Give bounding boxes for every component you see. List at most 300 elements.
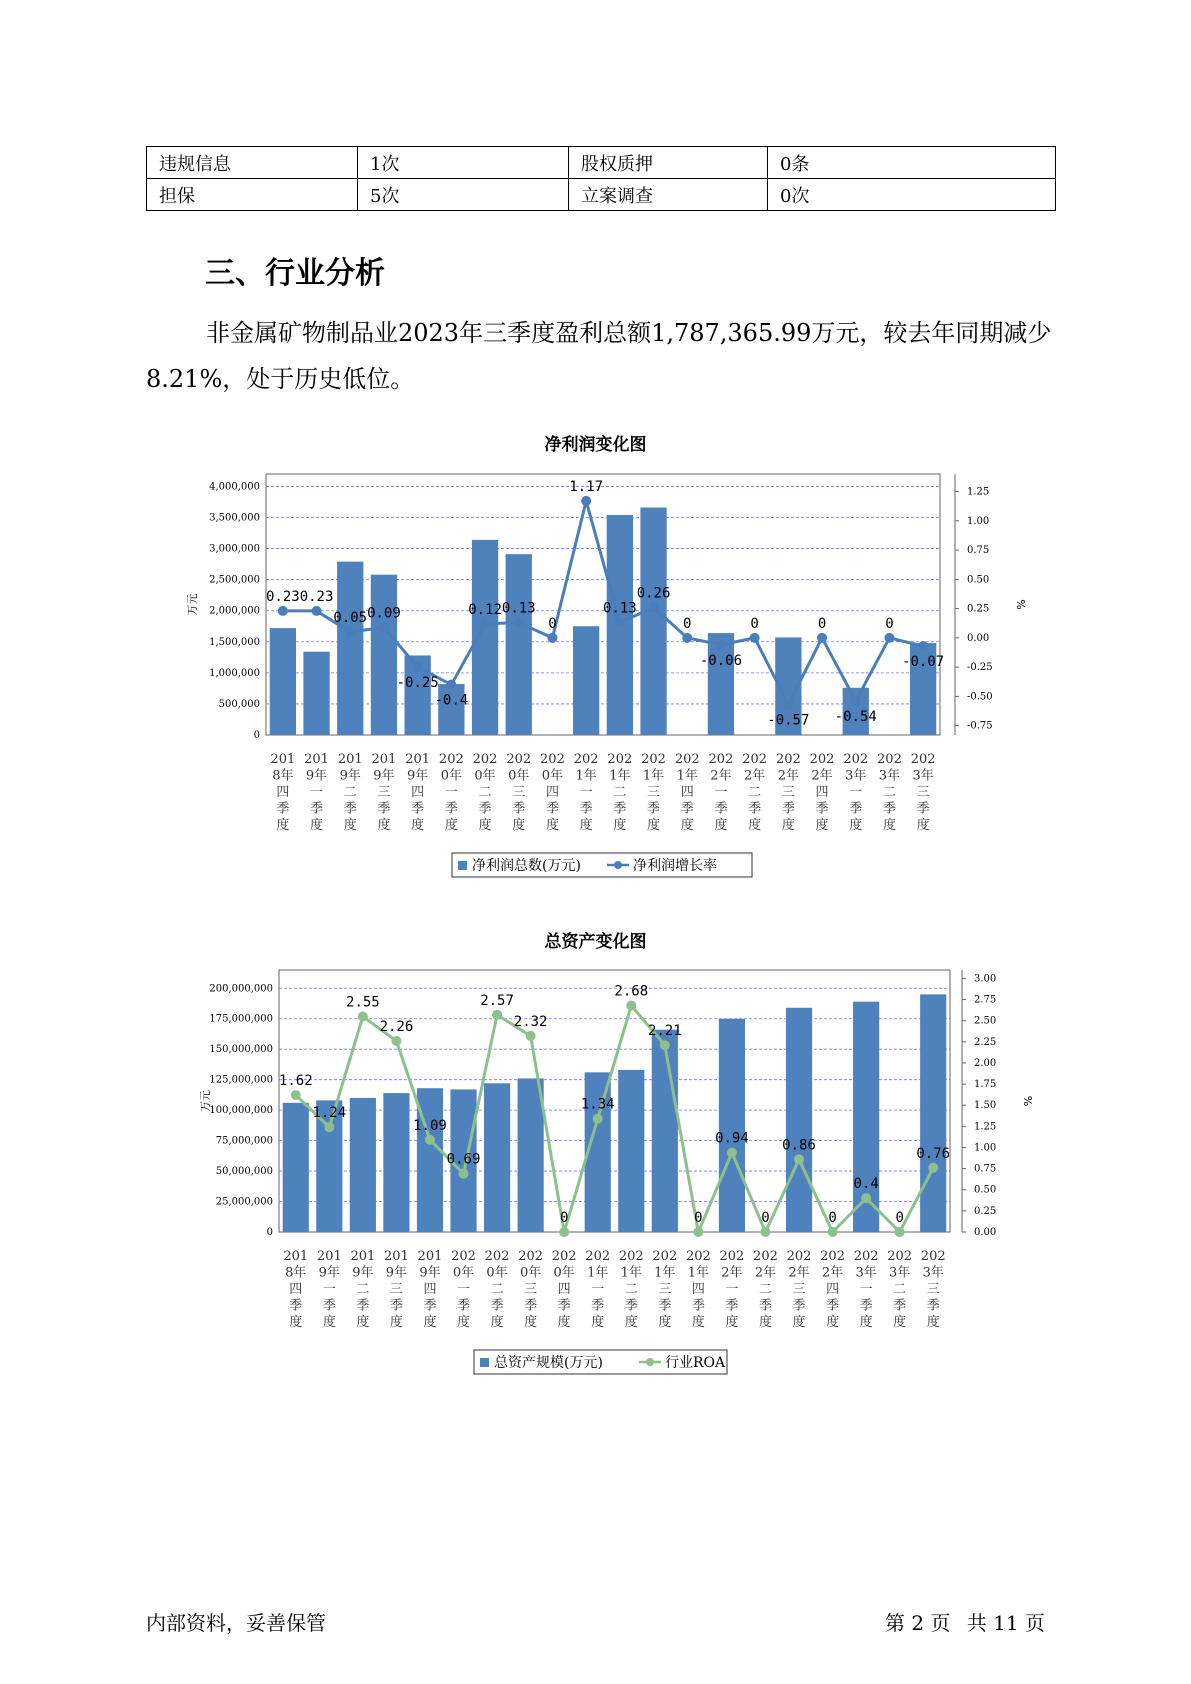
line-point [783, 700, 793, 710]
table-row [147, 147, 1056, 179]
x-tick-label: 201 [337, 752, 363, 767]
x-tick-label: 3年 [878, 768, 901, 784]
x-tick-label: 一 [849, 785, 863, 800]
line-point [649, 602, 659, 612]
footer-confidential: 内部资料，妥善保管 [146, 1611, 326, 1635]
x-tick-label: 0年 [474, 768, 496, 784]
x-tick-label: 度 [411, 818, 425, 833]
x-tick-label: 季 [893, 1298, 907, 1314]
x-tick-label: 季 [647, 801, 661, 817]
line-point [895, 1227, 905, 1237]
x-tick-label: 三 [512, 785, 526, 800]
x-tick-label: 202 [607, 752, 633, 767]
data-label: 0.12 [468, 601, 502, 618]
x-tick-label: 201 [316, 1249, 342, 1264]
x-tick-label: 202 [910, 752, 936, 767]
x-tick-label: 1年 [642, 768, 665, 784]
x-tick-label: 201 [417, 1249, 443, 1264]
x-tick-label: 度 [781, 818, 795, 833]
x-tick-label: 202 [573, 752, 599, 767]
data-label: 1.24 [312, 1105, 347, 1122]
x-tick-label: 季 [658, 1298, 672, 1314]
line-point [312, 606, 322, 616]
x-tick-label: 202 [853, 1249, 879, 1264]
bar [337, 562, 363, 735]
x-tick-label: 二 [893, 1282, 907, 1297]
x-tick-label: 季 [524, 1298, 538, 1314]
y2-tick-label: 1.00 [967, 515, 990, 527]
x-tick-label: 1年 [587, 1265, 609, 1281]
bar [640, 508, 666, 735]
bar [383, 1093, 409, 1232]
x-tick-label: 2年 [754, 1265, 777, 1281]
x-tick-label: 季 [691, 1298, 705, 1314]
table-cell: 5次 [358, 179, 569, 211]
line-point [379, 622, 389, 632]
line-point [727, 1148, 737, 1158]
x-tick-label: 202 [484, 1249, 510, 1264]
x-tick-label: 度 [725, 1315, 739, 1330]
x-tick-label: 季 [613, 801, 627, 817]
x-tick-label: 二 [882, 785, 896, 800]
y2-tick-label: 2.75 [974, 994, 997, 1006]
table-cell: 0次 [768, 179, 1056, 211]
x-tick-label: 202 [506, 752, 532, 767]
x-tick-label: 三 [926, 1282, 940, 1297]
table-cell: 立案调查 [569, 179, 768, 211]
y2-tick-label: 0.75 [974, 1163, 997, 1175]
y-tick-label: 0 [266, 1227, 273, 1238]
data-label: 2.68 [614, 983, 649, 1000]
data-label: 0.4 [853, 1176, 879, 1193]
table-row [147, 179, 1056, 211]
x-tick-label: 202 [438, 752, 464, 767]
data-label: 1.09 [413, 1117, 447, 1134]
x-tick-label: 季 [624, 1298, 638, 1314]
x-tick-label: 9年 [385, 1265, 408, 1281]
x-tick-label: 季 [781, 801, 795, 817]
net-profit-chart [0, 460, 1191, 880]
y-tick-label: 75,000,000 [215, 1135, 273, 1147]
x-tick-label: 度 [893, 1315, 907, 1330]
table-cell: 担保 [147, 179, 358, 211]
data-label: 2.57 [480, 992, 514, 1009]
x-tick-label: 二 [624, 1282, 638, 1297]
x-tick-label: 1年 [620, 1265, 642, 1281]
x-tick-label: 三 [658, 1282, 672, 1297]
data-label: 0 [828, 1210, 837, 1226]
data-label: 0.23 [265, 588, 300, 605]
legend-label: 净利润总数(万元) [472, 858, 581, 874]
x-tick-label: 度 [423, 1315, 437, 1330]
x-tick-label: 0年 [553, 1265, 575, 1281]
x-tick-label: 202 [652, 1249, 678, 1264]
x-tick-label: 202 [887, 1249, 913, 1264]
x-tick-label: 3年 [922, 1265, 944, 1281]
legend-label: 总资产规模(万元) [494, 1355, 603, 1371]
x-tick-label: 0年 [440, 768, 462, 784]
line-point [693, 1227, 703, 1237]
x-tick-label: 9年 [407, 768, 429, 784]
x-tick-label: 一 [591, 1282, 605, 1297]
y-tick-label: 25,000,000 [215, 1196, 273, 1208]
x-tick-label: 一 [322, 1282, 336, 1297]
x-tick-label: 四 [691, 1282, 705, 1297]
x-tick-label: 2年 [811, 768, 833, 784]
y-tick-label: 150,000,000 [209, 1044, 273, 1056]
line-point [413, 662, 423, 672]
line-point [324, 1122, 334, 1132]
x-tick-label: 一 [579, 785, 593, 800]
x-tick-label: 一 [310, 785, 324, 800]
x-tick-label: 度 [322, 1315, 336, 1330]
data-label: 0 [761, 1210, 770, 1226]
data-label: 0 [683, 615, 692, 632]
y2-tick-label: 0.00 [967, 632, 990, 644]
x-tick-label: 四 [545, 785, 559, 800]
x-tick-label: 9年 [318, 1265, 340, 1281]
x-tick-label: 9年 [339, 768, 361, 784]
x-tick-label: 季 [815, 801, 829, 817]
line-point [828, 1227, 838, 1237]
x-tick-label: 201 [350, 1249, 376, 1264]
x-tick-label: 0年 [486, 1265, 508, 1281]
data-label: 0 [750, 615, 759, 632]
y-tick-label: 500,000 [218, 698, 260, 710]
bar [652, 1030, 678, 1232]
bar [719, 1019, 745, 1232]
line-point [716, 640, 726, 650]
x-tick-label: 二 [758, 1282, 772, 1297]
bar [438, 684, 464, 735]
bar [484, 1083, 510, 1232]
x-tick-label: 四 [411, 785, 425, 800]
x-tick-label: 3年 [855, 1265, 877, 1281]
x-tick-label: 三 [524, 1282, 538, 1297]
x-tick-label: 度 [815, 818, 829, 833]
line-point [559, 1227, 569, 1237]
x-tick-label: 度 [748, 818, 762, 833]
legend-label: 行业ROA [665, 1355, 726, 1371]
data-label: 0.69 [446, 1151, 481, 1168]
line-point [794, 1154, 804, 1164]
x-tick-label: 一 [859, 1282, 873, 1297]
line-point [750, 633, 760, 643]
x-tick-label: 四 [680, 785, 694, 800]
x-tick-label: 季 [322, 1298, 336, 1314]
chart-title: 净利润变化图 [544, 435, 647, 455]
y-tick-label: 2,500,000 [209, 574, 260, 586]
y2-axis-label: % [1014, 599, 1027, 610]
x-tick-label: 季 [882, 801, 896, 817]
legend-swatch-bar [480, 1358, 489, 1367]
y-tick-label: 3,000,000 [209, 543, 260, 555]
y-tick-label: 125,000,000 [209, 1074, 273, 1086]
line-point [480, 619, 490, 629]
page-total: 共 11 页 [966, 1611, 1045, 1635]
data-label: 0 [559, 1210, 569, 1226]
bar [283, 1103, 309, 1232]
x-tick-label: 1年 [575, 768, 597, 784]
data-label: 0 [694, 1210, 703, 1226]
x-tick-label: 度 [624, 1315, 638, 1330]
x-tick-label: 四 [423, 1282, 437, 1297]
x-tick-label: 季 [579, 801, 593, 817]
x-tick-label: 度 [457, 1315, 471, 1330]
x-tick-label: 度 [916, 818, 930, 833]
x-tick-label: 1年 [654, 1265, 676, 1281]
x-tick-label: 二 [356, 1282, 370, 1297]
line-point [861, 1193, 871, 1203]
data-label: -0.06 [699, 652, 743, 669]
x-tick-label: 季 [423, 1298, 437, 1314]
line-point [526, 1031, 536, 1041]
data-label: 2.32 [513, 1013, 548, 1030]
y2-tick-label: 0.00 [974, 1227, 997, 1238]
x-tick-label: 202 [472, 752, 498, 767]
x-tick-label: 0年 [541, 768, 564, 784]
y-axis-label: 万元 [186, 593, 199, 616]
x-tick-label: 季 [512, 801, 526, 817]
data-label: 0.26 [636, 585, 671, 602]
x-tick-label: 二 [490, 1282, 504, 1297]
x-tick-label: 201 [304, 752, 329, 767]
line-point [760, 1227, 770, 1237]
bar [303, 652, 329, 735]
x-tick-label: 度 [859, 1315, 873, 1330]
y2-tick-label: 1.00 [974, 1142, 997, 1154]
line-point [615, 618, 625, 628]
x-tick-label: 季 [591, 1298, 605, 1314]
x-tick-label: 8年 [285, 1265, 307, 1281]
bar [618, 1070, 644, 1232]
legend-swatch-point [614, 861, 622, 869]
x-tick-label: 二 [748, 785, 762, 800]
y2-axis-label: % [1021, 1095, 1034, 1107]
x-tick-label: 度 [310, 818, 324, 833]
data-label: 0.09 [367, 605, 401, 622]
x-tick-label: 三 [781, 785, 795, 800]
x-tick-label: 季 [276, 801, 290, 817]
y2-tick-label: 0.25 [974, 1205, 997, 1217]
x-tick-label: 202 [843, 752, 869, 767]
x-tick-label: 季 [826, 1298, 840, 1314]
y2-tick-label: 0.75 [967, 545, 990, 557]
x-tick-label: 度 [557, 1315, 571, 1330]
x-tick-label: 度 [680, 818, 694, 833]
data-label: 2.21 [647, 1023, 682, 1040]
y2-tick-label: -0.50 [967, 691, 993, 703]
x-tick-label: 二 [613, 785, 627, 800]
x-tick-label: 季 [916, 801, 930, 817]
x-tick-label: 9年 [305, 768, 328, 784]
x-tick-label: 三 [389, 1282, 403, 1297]
x-tick-label: 度 [758, 1315, 772, 1330]
y-tick-label: 1,000,000 [209, 667, 260, 679]
bar [506, 554, 532, 735]
line-point [425, 1135, 435, 1145]
data-label: 0.86 [782, 1137, 816, 1154]
y2-tick-label: -0.25 [967, 662, 993, 674]
x-tick-label: 季 [748, 801, 762, 817]
x-tick-label: 9年 [352, 1265, 374, 1281]
bar [371, 575, 397, 735]
data-label: 0 [548, 615, 557, 632]
y2-tick-label: 1.25 [974, 1121, 997, 1133]
line-point [851, 696, 861, 706]
y2-tick-label: 1.50 [974, 1100, 997, 1112]
data-label: 0 [885, 615, 894, 632]
x-tick-label: 202 [920, 1249, 946, 1264]
x-tick-label: 一 [714, 785, 728, 800]
table-cell: 违规信息 [147, 147, 358, 179]
x-tick-label: 四 [276, 785, 290, 800]
x-tick-label: 2年 [710, 768, 732, 784]
y2-tick-label: 3.00 [974, 973, 997, 985]
x-tick-label: 度 [512, 818, 526, 833]
x-tick-label: 季 [356, 1298, 370, 1314]
x-tick-label: 3年 [845, 768, 867, 784]
y-tick-label: 175,000,000 [209, 1013, 273, 1025]
data-label: 0 [817, 615, 827, 632]
x-tick-label: 季 [926, 1298, 940, 1314]
x-tick-label: 三 [377, 785, 391, 800]
line-point [682, 633, 692, 643]
data-label: 0.13 [501, 600, 536, 617]
x-tick-label: 202 [641, 752, 666, 767]
x-tick-label: 9年 [419, 1265, 441, 1281]
x-tick-label: 二 [343, 785, 357, 800]
x-tick-label: 202 [451, 1249, 476, 1264]
x-tick-label: 度 [545, 818, 559, 833]
data-label: -0.54 [834, 709, 877, 726]
x-tick-label: 1年 [676, 768, 698, 784]
y-tick-label: 50,000,000 [215, 1166, 273, 1178]
x-tick-label: 二 [478, 785, 492, 800]
y-axis-label: 万元 [199, 1090, 212, 1112]
data-label: 2.55 [346, 994, 380, 1011]
line-point [626, 1000, 636, 1010]
x-tick-label: 度 [356, 1315, 370, 1330]
x-tick-label: 季 [490, 1298, 504, 1314]
x-tick-label: 202 [674, 752, 700, 767]
y2-tick-label: 1.25 [967, 486, 990, 498]
data-label: -0.4 [434, 692, 469, 709]
x-tick-label: 季 [725, 1298, 739, 1314]
x-tick-label: 四 [826, 1282, 840, 1297]
x-tick-label: 季 [478, 801, 492, 817]
x-tick-label: 201 [270, 752, 296, 767]
data-label: -0.25 [396, 675, 439, 692]
bar [350, 1098, 376, 1232]
table-cell: 0条 [768, 147, 1056, 179]
x-tick-label: 度 [444, 818, 458, 833]
y2-tick-label: 2.25 [974, 1036, 997, 1048]
section-heading: 三、行业分析 [205, 256, 385, 291]
x-tick-label: 度 [826, 1315, 840, 1330]
x-tick-label: 季 [545, 801, 559, 817]
bar [573, 626, 599, 735]
x-tick-label: 度 [714, 818, 728, 833]
table-cell: 股权质押 [569, 147, 768, 179]
x-tick-label: 季 [289, 1298, 303, 1314]
x-tick-label: 度 [658, 1315, 672, 1330]
data-label: 0.13 [602, 600, 637, 617]
total-assets-chart [0, 952, 1191, 1382]
legend-swatch-bar [458, 861, 467, 870]
x-tick-label: 度 [647, 818, 661, 833]
x-tick-label: 度 [849, 818, 863, 833]
x-tick-label: 1年 [609, 768, 631, 784]
x-tick-label: 季 [557, 1298, 571, 1314]
line-point [547, 633, 557, 643]
x-tick-label: 2年 [777, 768, 799, 784]
x-tick-label: 0年 [519, 1265, 542, 1281]
x-tick-label: 三 [792, 1282, 806, 1297]
x-tick-label: 度 [524, 1315, 538, 1330]
x-tick-label: 度 [276, 818, 290, 833]
data-label: -0.57 [767, 712, 810, 729]
x-tick-label: 202 [877, 752, 902, 767]
y-tick-label: 200,000,000 [209, 983, 273, 995]
y-tick-label: 0 [253, 730, 260, 741]
x-tick-label: 季 [343, 801, 357, 817]
x-tick-label: 201 [371, 752, 397, 767]
x-tick-label: 201 [283, 1249, 309, 1264]
x-tick-label: 202 [742, 752, 768, 767]
x-tick-label: 202 [585, 1249, 611, 1264]
line-point [345, 627, 355, 637]
x-tick-label: 一 [457, 1282, 471, 1297]
x-tick-label: 2年 [744, 768, 766, 784]
x-tick-label: 三 [916, 785, 930, 800]
x-tick-label: 2年 [821, 1265, 844, 1281]
line-point [459, 1169, 469, 1179]
x-tick-label: 202 [685, 1249, 711, 1264]
y-tick-label: 1,500,000 [209, 636, 260, 648]
y2-tick-label: 0.50 [967, 574, 990, 586]
x-tick-label: 8年 [272, 768, 294, 784]
y2-tick-label: 0.25 [967, 603, 990, 615]
x-tick-label: 202 [809, 752, 835, 767]
line-point [593, 1114, 603, 1124]
line-point [492, 1010, 502, 1020]
y2-tick-label: 2.50 [974, 1015, 997, 1027]
x-tick-label: 四 [289, 1282, 303, 1297]
legend-swatch-point [646, 1358, 654, 1366]
line-point [391, 1036, 401, 1046]
legend-label: 净利润增长率 [633, 858, 717, 874]
y-tick-label: 4,000,000 [209, 481, 260, 493]
data-label: -0.07 [902, 654, 945, 671]
y2-tick-label: 2.00 [974, 1057, 997, 1069]
x-tick-label: 201 [405, 752, 431, 767]
line-point [817, 633, 827, 643]
data-label: 2.26 [379, 1018, 414, 1035]
x-tick-label: 季 [714, 801, 728, 817]
data-label: 0.94 [715, 1130, 749, 1147]
x-tick-label: 2年 [721, 1265, 743, 1281]
x-tick-label: 2年 [788, 1265, 810, 1281]
x-tick-label: 季 [457, 1298, 471, 1314]
x-tick-label: 度 [289, 1315, 303, 1330]
data-label: 0.05 [333, 610, 368, 627]
info-table [146, 146, 1056, 211]
x-tick-label: 202 [518, 1249, 544, 1264]
x-tick-label: 季 [792, 1298, 806, 1314]
y2-tick-label: -0.75 [967, 720, 993, 732]
x-tick-label: 度 [792, 1315, 806, 1330]
